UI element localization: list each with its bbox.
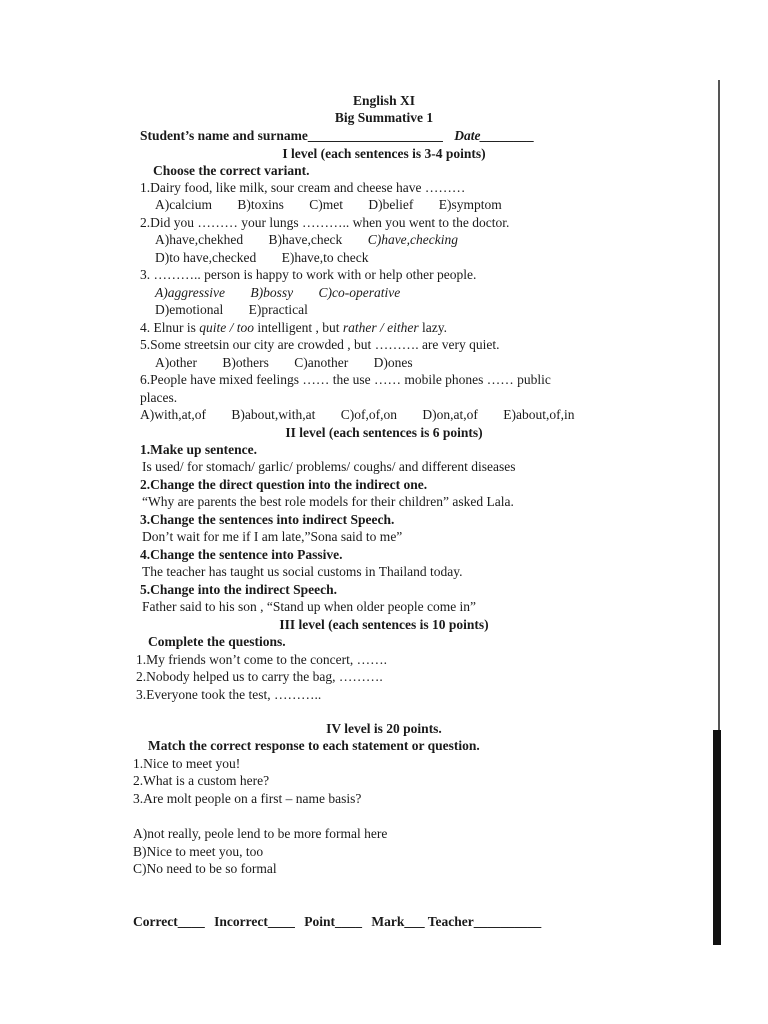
level1-question-6-cont: places. [140, 390, 178, 405]
option: B)others [222, 355, 269, 370]
level3-question-1: 1.My friends won’t come to the concert, ……. [136, 652, 387, 667]
option: D)belief [368, 197, 414, 212]
level1-instruction: Choose the correct variant. [153, 163, 310, 178]
level1-question-3: 3. ……….. person is happy to work with or help other people. [140, 267, 477, 282]
level2-sentence-1: Is used/ for stomach/ garlic/ problems/ coughs/ and different diseases [142, 459, 516, 474]
option: D)ones [373, 355, 413, 370]
correct-field: Correct____ [133, 914, 205, 929]
level2-task-5: 5.Change into the indirect Speech. [140, 582, 338, 597]
option: C)have,checking [367, 232, 459, 247]
level2-sentence-4: The teacher has taught us social customs in Thailand today. [142, 564, 463, 579]
teacher-field: Teacher__________ [427, 914, 542, 929]
option: A)aggressive [155, 285, 225, 300]
level4-response-b: B)Nice to meet you, too [133, 844, 264, 859]
level2-sentence-2: “Why are parents the best role models for their children” asked Lala. [142, 494, 514, 509]
level1-q3-options-row1 [155, 284, 400, 301]
grading-footer [133, 913, 541, 930]
level1-q6-options [140, 406, 574, 423]
date-label: Date________ [454, 128, 535, 143]
q4-suffix: lazy. [418, 320, 447, 335]
level1-question-4 [140, 319, 447, 336]
level2-title: II level (each sentences is 6 points) [285, 425, 483, 440]
option: C)met [309, 197, 343, 212]
option: E)about,of,in [503, 407, 575, 422]
point-field: Point____ [304, 914, 362, 929]
level1-q3-options-row2 [155, 301, 308, 318]
option: D)emotional [155, 302, 224, 317]
mark-field: Mark___ [371, 914, 425, 929]
level3-title: III level (each sentences is 10 points) [279, 617, 489, 632]
q4-middle: intelligent , but [254, 320, 343, 335]
level3-instruction: Complete the questions. [148, 634, 286, 649]
level1-title: I level (each sentences is 3-4 points) [282, 146, 486, 161]
level1-question-5: 5.Some streetsin our city are crowded , but ………. are very quiet. [140, 337, 500, 352]
student-name-label: Student’s name and surname____________________ [140, 128, 443, 143]
option: C)co-operative [318, 285, 401, 300]
level4-instruction: Match the correct response to each statement or question. [148, 738, 480, 753]
level1-question-1: 1.Dairy food, like milk, sour cream and cheese have ……… [140, 180, 466, 195]
option: D)on,at,of [422, 407, 478, 422]
option: D)to have,checked [155, 250, 257, 265]
option: E)have,to check [281, 250, 369, 265]
option: C)of,of,on [340, 407, 397, 422]
option: B)about,with,at [231, 407, 316, 422]
level2-sentence-3: Don’t wait for me if I am late,”Sona said to me” [142, 529, 403, 544]
level4-question-2: 2.What is a custom here? [133, 773, 270, 788]
q4-choice-1: quite / too [199, 320, 254, 335]
level1-q5-options [155, 354, 413, 371]
option: E)symptom [438, 197, 502, 212]
level1-q1-options [155, 196, 502, 213]
incorrect-field: Incorrect____ [214, 914, 295, 929]
level1-question-6: 6.People have mixed feelings …… the use …… mobile phones …… public [140, 372, 551, 387]
option: B)have,check [268, 232, 343, 247]
level4-response-a: A)not really, peole lend to be more formal here [133, 826, 388, 841]
test-name: Big Summative 1 [334, 110, 434, 125]
level3-question-3: 3.Everyone took the test, ……….. [136, 687, 322, 702]
option: C)another [294, 355, 349, 370]
level1-q2-options-row2 [155, 249, 369, 266]
subject-title: English XI [353, 93, 415, 108]
student-name-line [140, 127, 535, 144]
option: A)calcium [155, 197, 212, 212]
option: A)have,chekhed [155, 232, 244, 247]
level1-q2-options-row1 [155, 231, 458, 248]
level2-task-4: 4.Change the sentence into Passive. [140, 547, 343, 562]
level4-question-1: 1.Nice to meet you! [133, 756, 241, 771]
level3-question-2: 2.Nobody helped us to carry the bag, ………. [136, 669, 383, 684]
q4-prefix: 4. Elnur is [140, 320, 200, 335]
level4-response-c: C)No need to be so formal [133, 861, 277, 876]
option: B)toxins [237, 197, 284, 212]
option: A)with,at,of [140, 407, 206, 422]
option: E)practical [248, 302, 308, 317]
option: A)other [155, 355, 197, 370]
level2-sentence-5: Father said to his son , “Stand up when older people come in” [142, 599, 477, 614]
level1-question-2: 2.Did you ……… your lungs ……….. when you went to the doctor. [140, 215, 510, 230]
option: B)bossy [250, 285, 294, 300]
level2-task-3: 3.Change the sentences into indirect Speech. [140, 512, 395, 527]
level2-task-2: 2.Change the direct question into the indirect one. [140, 477, 428, 492]
level2-task-1: 1.Make up sentence. [140, 442, 257, 457]
level4-question-3: 3.Are molt people on a first – name basis? [133, 791, 362, 806]
level4-title: IV level is 20 points. [326, 721, 442, 736]
q4-choice-2: rather / either [342, 320, 419, 335]
